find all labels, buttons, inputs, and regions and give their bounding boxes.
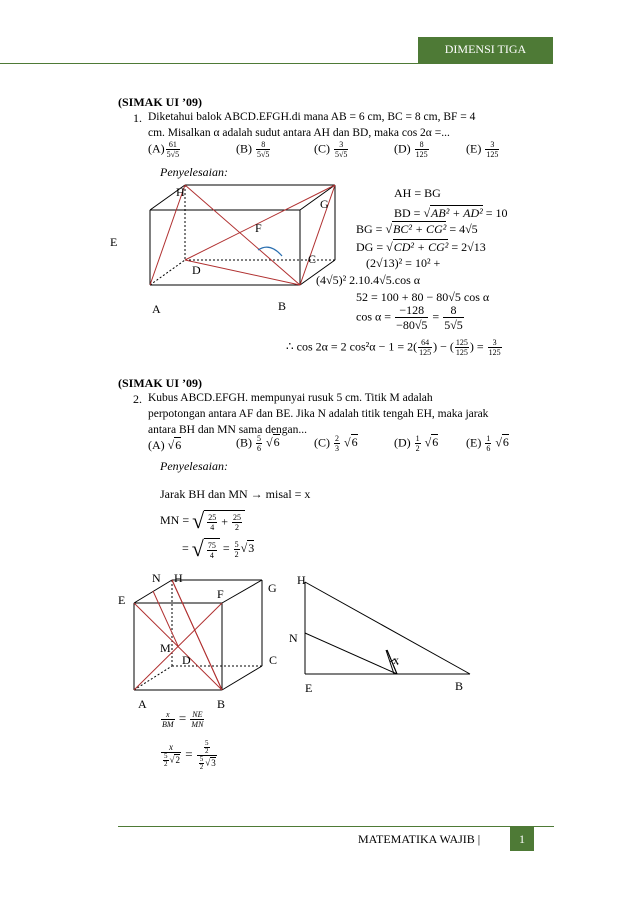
problem1-number: 1. [133, 111, 142, 125]
p2-option-c: (C) $\frac{2}{3}$ √6 [314, 434, 358, 453]
cube-label-c: C [269, 653, 278, 667]
cube-label-b: B [217, 697, 226, 711]
cuboid-label-e: E [110, 235, 118, 249]
problem2-text-line3: antara BH dan MN sama dengan... [148, 424, 308, 436]
tri-label-b: B [455, 679, 464, 693]
p1-option-c: (C) $\frac{3}{5√5}$ [314, 140, 348, 159]
p2-ratio-2: x $\frac{5}{2}$ √2 = $\frac{5}{2}$ $\frac{5}{2}$ √3 [160, 740, 218, 771]
problem1-text-line1: Diketahui balok ABCD.EFGH.di mana AB = 6 cm, BC = 8 cm, BF = 4 [148, 111, 476, 123]
p1-option-a: (A) $\frac{61}{5√5}$ [148, 140, 180, 159]
tri-label-h: H [297, 573, 306, 587]
problem2-number: 2. [133, 392, 142, 406]
cuboid-label-b: B [278, 299, 287, 313]
p2-option-b: (B) $\frac{5}{6}$ √6 [236, 434, 280, 453]
cube-label-a: A [138, 697, 147, 711]
p2-option-e: (E) $\frac{1}{6}$ √6 [466, 434, 509, 453]
header-title: DIMENSI TIGA [444, 42, 527, 56]
cube-label-f: F [217, 587, 224, 601]
p1-option-b: (B) $\frac{8}{5√5}$ [236, 140, 270, 159]
page-number: 1 [510, 827, 534, 851]
p1-step-3: BG = √BC² + CG² = 4√5 [356, 222, 478, 236]
p1-step-7: 52 = 100 + 80 − 80√5 cos α [356, 290, 490, 304]
p2-mn-line1: MN = √ $\frac{25}{4}$ + $\frac{25}{2}$ [160, 508, 245, 534]
p2-ratio-1: $\frac{x}{BM}$ = $\frac{NE}{MN}$ [162, 710, 204, 729]
tri-label-x: x [393, 653, 399, 667]
cube-figure [112, 568, 302, 713]
cuboid-label-f: F [255, 221, 262, 235]
cube-label-h: H [174, 571, 183, 585]
p2-option-d: (D) $\frac{1}{2}$ √6 [394, 434, 439, 453]
p1-step-2: BD = √AB² + AD² = 10 [394, 206, 508, 220]
p1-option-d: (D) $\frac{8}{125}$ [394, 140, 428, 159]
p1-step-4: DG = √CD² + CG² = 2√13 [356, 240, 486, 254]
cube-label-n: N [152, 571, 161, 585]
problem2-text-line1: Kubus ABCD.EFGH. mempunyai rusuk 5 cm. Titik M adalah [148, 392, 433, 404]
cube-label-e: E [118, 593, 126, 607]
p2-jarak: Jarak BH dan MN → misal = x [160, 487, 311, 501]
triangle-figure [285, 570, 485, 700]
cuboid-label-g: G [320, 197, 329, 211]
cube-label-m: M [160, 641, 171, 655]
cuboid-label-c: C [308, 252, 317, 266]
tri-label-e: E [305, 681, 313, 695]
problem2-text-line2: perpotongan antara AF dan BE. Jika N adalah titik tengah EH, maka jarak [148, 408, 489, 420]
header-rule [0, 63, 553, 64]
p1-step-6: (4√5)² 2.10.4√5.cos α [316, 273, 421, 287]
p1-step-9: ∴ cos 2α = 2 cos²α − 1 = 2( $\frac{64}{125}$ ) − ( $\frac{125}{125}$ ) = $\frac{3}{125}$ [286, 338, 501, 357]
p2-option-a: (A) √6 [148, 438, 182, 452]
p2-mn-line2: = √ $\frac{75}{4}$ = $\frac{5}{2}$ √3 [182, 536, 255, 561]
problem2-source: (SIMAK UI ’09) [118, 376, 202, 390]
problem2-solution-label: Penyelesaian: [160, 459, 228, 473]
p1-option-e: (E) $\frac{3}{125}$ [466, 140, 499, 159]
cube-label-g: G [268, 581, 277, 595]
problem1-solution-label: Penyelesaian: [160, 165, 228, 179]
p1-step-1: AH = BG [394, 186, 441, 200]
cube-label-d: D [182, 653, 191, 667]
cuboid-label-h: H [176, 185, 185, 199]
problem1-source: (SIMAK UI ’09) [118, 95, 202, 109]
cuboid-label-d: D [192, 263, 201, 277]
p1-step-5: (2√13)² = 10² + [366, 256, 441, 270]
cuboid-label-a: A [152, 302, 161, 316]
problem1-text-line2: cm. Misalkan α adalah sudut antara AH dan BD, maka cos 2α =... [148, 127, 450, 139]
tri-label-n: N [289, 631, 298, 645]
footer-label: MATEMATIKA WAJIB | [358, 832, 481, 846]
cuboid-figure [110, 180, 340, 320]
p1-step-8: cos α = $\frac{-128}{-80√5}$ = $\frac{8}{5√5}$ [356, 303, 463, 332]
footer-rule [118, 826, 554, 827]
